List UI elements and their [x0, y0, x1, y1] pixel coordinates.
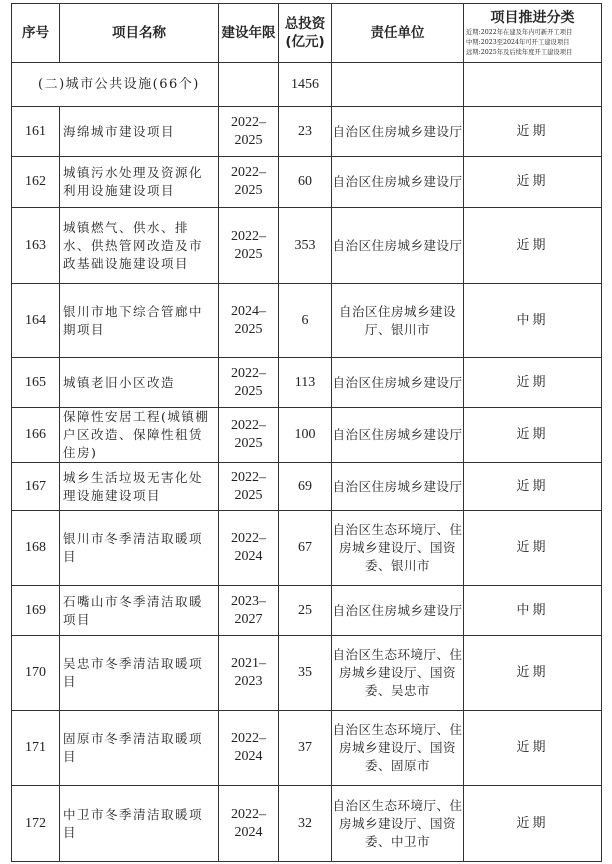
- row-period-end: 2025: [234, 183, 263, 198]
- table-row: [12, 463, 602, 511]
- row-period-start: 2022–: [231, 806, 266, 822]
- row-phase: 近期: [464, 358, 602, 408]
- row-responsible-unit: 自治区住房城乡建设厅: [332, 358, 464, 408]
- row-responsible-unit: 自治区生态环境厅、住房城乡建设厅、国资委、中卫市: [332, 786, 464, 862]
- row-responsible-unit: 自治区住房城乡建设厅: [332, 208, 464, 284]
- row-seq: 167: [12, 463, 60, 511]
- row-investment: 353: [279, 208, 332, 284]
- row-investment: 113: [279, 358, 332, 408]
- table-row: [12, 157, 602, 208]
- header-investment: [279, 4, 332, 63]
- row-period-end: 2025: [234, 132, 263, 148]
- row-period-end: 2024: [234, 749, 263, 764]
- row-period-start: 2022–: [231, 418, 266, 433]
- row-seq: 171: [12, 711, 60, 786]
- row-responsible-unit: 自治区生态环境厅、住房城乡建设厅、国资委、银川市: [332, 511, 464, 586]
- header-row: [12, 4, 602, 63]
- row-investment: 67: [279, 511, 332, 586]
- table-row: [12, 786, 602, 862]
- row-period-start: 2024–: [231, 303, 266, 319]
- row-investment: 32: [279, 786, 332, 862]
- row-seq: 168: [12, 511, 60, 586]
- row-phase: 近期: [464, 107, 602, 157]
- row-period-start: 2023–: [231, 593, 266, 609]
- row-investment: 23: [279, 107, 332, 157]
- row-project-name: 城乡生活垃圾无害化处理设施建设项目: [60, 463, 219, 511]
- row-responsible-unit: 自治区住房城乡建设厅: [332, 157, 464, 208]
- row-project-name: 吴忠市冬季清洁取暖项目: [60, 636, 219, 711]
- row-project-name: 城镇老旧小区改造: [60, 358, 219, 408]
- row-project-name: 固原市冬季清洁取暖项目: [60, 711, 219, 786]
- row-project-name: 中卫市冬季清洁取暖项目: [60, 786, 219, 862]
- table-row: [12, 511, 602, 586]
- row-period: [219, 786, 279, 862]
- row-investment: 37: [279, 711, 332, 786]
- header-investment-line2: (亿元): [285, 34, 325, 50]
- row-phase: 中期: [464, 284, 602, 358]
- row-responsible-unit: 自治区住房城乡建设厅: [332, 408, 464, 463]
- row-period: [219, 511, 279, 586]
- table-row: [12, 358, 602, 408]
- row-project-name: 城镇污水处理及资源化利用设施建设项目: [60, 157, 219, 208]
- row-period-end: 2025: [234, 246, 263, 262]
- row-period-end: 2027: [234, 611, 263, 627]
- row-period: [219, 284, 279, 358]
- table-row: [12, 284, 602, 358]
- section-row: [12, 63, 602, 107]
- row-investment: 100: [279, 408, 332, 463]
- section-total-investment: 1456: [279, 63, 332, 107]
- row-period: [219, 586, 279, 636]
- row-project-name: 石嘴山市冬季清洁取暖项目: [60, 586, 219, 636]
- row-seq: 166: [12, 408, 60, 463]
- classification-title: 项目推进分类: [490, 9, 575, 26]
- row-project-name: 海绵城市建设项目: [60, 107, 219, 157]
- row-period-start: 2022–: [231, 228, 266, 244]
- row-period-end: 2025: [234, 487, 263, 503]
- row-phase: 近期: [464, 711, 602, 786]
- row-period: [219, 408, 279, 463]
- row-phase: 近期: [464, 408, 602, 463]
- row-period: [219, 157, 279, 208]
- header-investment-line1: 总投资: [284, 16, 326, 32]
- row-seq: 169: [12, 586, 60, 636]
- row-period: [219, 107, 279, 157]
- row-phase: 中期: [464, 586, 602, 636]
- row-period-start: 2022–: [231, 114, 266, 130]
- section-title: (二)城市公共设施(66个): [12, 63, 219, 107]
- classification-note-far: 远期:2025年及后续年度开工建设项目: [466, 48, 573, 56]
- row-phase: 近期: [464, 463, 602, 511]
- header-classification: [464, 4, 602, 63]
- row-phase: 近期: [464, 208, 602, 284]
- row-phase: 近期: [464, 157, 602, 208]
- row-responsible-unit: 自治区生态环境厅、住房城乡建设厅、国资委、吴忠市: [332, 636, 464, 711]
- header-unit: 责任单位: [332, 4, 464, 63]
- header-period: 建设年限: [219, 4, 279, 63]
- row-period-start: 2022–: [231, 469, 266, 485]
- table-row: [12, 107, 602, 157]
- row-investment: 25: [279, 586, 332, 636]
- row-investment: 6: [279, 284, 332, 358]
- header-seq: 序号: [12, 4, 60, 63]
- classification-note-mid: 中期:2023至2024年可开工建设项目: [466, 38, 570, 46]
- row-responsible-unit: 自治区住房城乡建设厅: [332, 463, 464, 511]
- row-period: [219, 463, 279, 511]
- row-period-end: 2025: [234, 321, 263, 337]
- row-investment: 35: [279, 636, 332, 711]
- row-seq: 163: [12, 208, 60, 284]
- classification-note-near: 近期:2022年在建及年内可新开工项目: [466, 28, 573, 36]
- row-project-name: 保障性安居工程(城镇棚户区改造、保障性租赁住房): [60, 408, 219, 463]
- row-responsible-unit: 自治区住房城乡建设厅: [332, 586, 464, 636]
- row-investment: 60: [279, 157, 332, 208]
- row-period: [219, 358, 279, 408]
- row-seq: 170: [12, 636, 60, 711]
- project-table: [11, 3, 602, 862]
- row-period-start: 2022–: [231, 365, 266, 381]
- row-responsible-unit: 自治区住房城乡建设厅、银川市: [332, 284, 464, 358]
- row-responsible-unit: 自治区生态环境厅、住房城乡建设厅、国资委、固原市: [332, 711, 464, 786]
- row-period-start: 2021–: [231, 656, 266, 671]
- row-period-start: 2022–: [231, 531, 266, 546]
- row-period-end: 2024: [234, 824, 263, 840]
- row-phase: 近期: [464, 511, 602, 586]
- row-period-end: 2024: [234, 549, 263, 564]
- row-project-name: 银川市冬季清洁取暖项目: [60, 511, 219, 586]
- row-investment: 69: [279, 463, 332, 511]
- row-project-name: 城镇燃气、供水、排水、供热管网改造及市政基础设施建设项目: [60, 208, 219, 284]
- table-row: [12, 586, 602, 636]
- row-period-start: 2022–: [231, 165, 266, 180]
- section-period: [219, 63, 279, 107]
- row-period: [219, 711, 279, 786]
- row-period-start: 2022–: [231, 731, 266, 746]
- row-period: [219, 208, 279, 284]
- row-period-end: 2025: [234, 436, 263, 451]
- row-period-end: 2023: [234, 674, 263, 689]
- row-seq: 162: [12, 157, 60, 208]
- row-seq: 172: [12, 786, 60, 862]
- table-row: [12, 208, 602, 284]
- row-seq: 164: [12, 284, 60, 358]
- section-phase: [464, 63, 602, 107]
- table-row: [12, 711, 602, 786]
- row-responsible-unit: 自治区住房城乡建设厅: [332, 107, 464, 157]
- header-name: 项目名称: [60, 4, 219, 63]
- row-seq: 165: [12, 358, 60, 408]
- table-row: [12, 408, 602, 463]
- row-phase: 近期: [464, 786, 602, 862]
- row-project-name: 银川市地下综合管廊中期项目: [60, 284, 219, 358]
- row-period-end: 2025: [234, 383, 263, 399]
- table-row: [12, 636, 602, 711]
- section-unit: [332, 63, 464, 107]
- row-period: [219, 636, 279, 711]
- row-seq: 161: [12, 107, 60, 157]
- row-phase: 近期: [464, 636, 602, 711]
